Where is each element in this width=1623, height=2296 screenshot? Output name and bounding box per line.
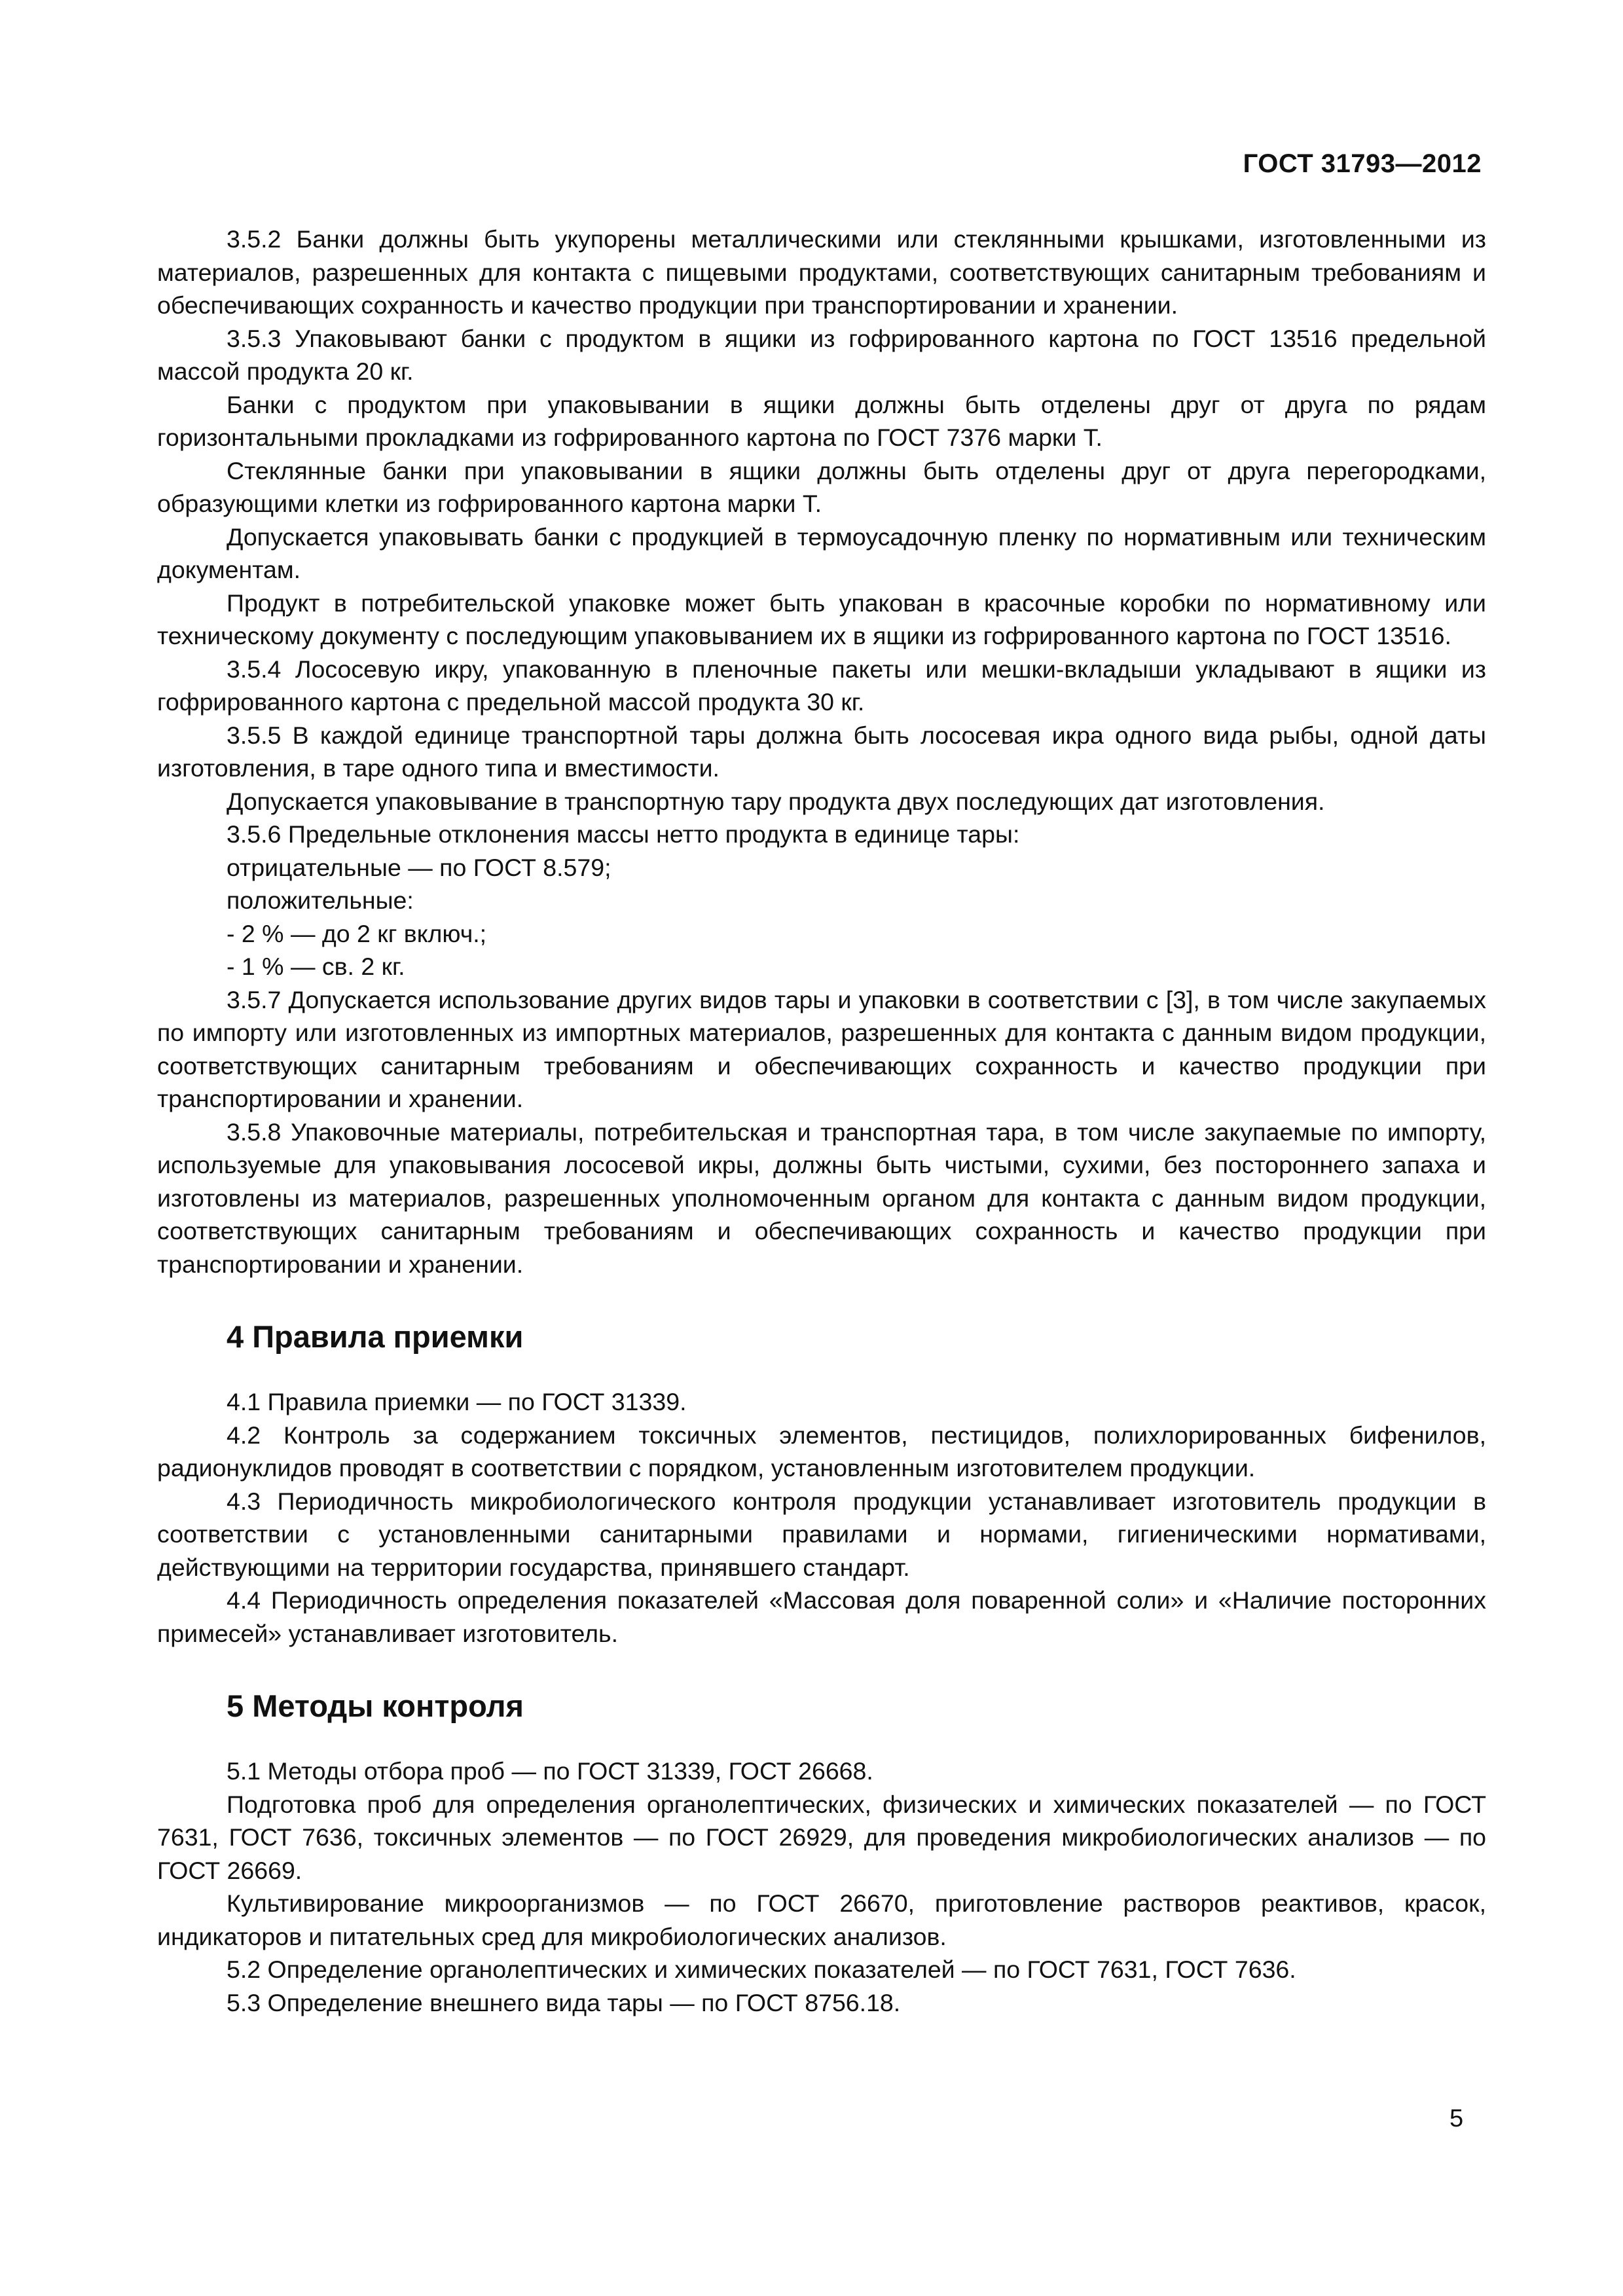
paragraph-5-2: 5.2 Определение органолептических и химических показателей — по ГОСТ 7631, ГОСТ 7636. xyxy=(227,1956,1296,1983)
page-number: 5 xyxy=(1450,2105,1464,2132)
paragraph-4-1: 4.1 Правила приемки — по ГОСТ 31339. xyxy=(227,1388,687,1415)
section-4 xyxy=(157,1319,1486,1650)
list-item-2-percent: - 2 % — до 2 кг включ.; xyxy=(227,919,487,947)
paragraph-3-5-8: 3.5.8 Упаковочные материалы, потребительская и транспортная тара, в том числе закупаемые по импорту, используемые для упаковывания лососевой икры, должны быть чистыми, сухими, без постороннего запаха и изготовлены из материалов, разрешенных уполномоченным органом для контакта с данным видом продукции, соответствующих санитарным требованиям и обеспечивающих сохранность и качество продукции при транспортировании и хранении. xyxy=(157,1118,1486,1278)
paragraph-4-3: 4.3 Периодичность микробиологического контроля продукции устанавливает изготовитель продукции в соответствии с установленными санитарными правилами и нормами, гигиеническими нормативами, действующими на территории государства, принявшего стандарт. xyxy=(157,1487,1486,1581)
section-4-heading: 4 Правила приемки xyxy=(227,1319,524,1354)
list-item-positive: положительные: xyxy=(227,886,414,914)
paragraph-4-2: 4.2 Контроль за содержанием токсичных элементов, пестицидов, полихлорированных бифенилов, радионуклидов проводят в соответствии с порядком, установленным изготовителем продукции. xyxy=(157,1421,1486,1482)
paragraph-3-5-5: 3.5.5 В каждой единице транспортной тары должна быть лососевая икра одного вида рыбы, одной даты изготовления, в таре одного типа и вместимости. xyxy=(157,721,1486,782)
paragraph-4-4: 4.4 Периодичность определения показателей «Массовая доля поваренной соли» и «Наличие посторонних примесей» устанавливает изготовитель. xyxy=(157,1586,1486,1647)
paragraph-3-5-7: 3.5.7 Допускается использование других видов тары и упаковки в соответствии с [3], в том числе закупаемых по импорту или изготовленных из импортных материалов, разрешенных для контакта с данным видом продукции, соответствующих санитарным требованиям и обеспечивающих сохранность и качество продукции при транспортировании и хранении. xyxy=(157,985,1486,1112)
list-item-negative: отрицательные — по ГОСТ 8.579; xyxy=(227,853,611,881)
paragraph-shrink-film: Допускается упаковывать банки с продукцией в термоусадочную пленку по нормативным или техническим документам. xyxy=(157,522,1486,583)
paragraph-separators: Банки с продуктом при упаковывании в ящики должны быть отделены друг от друга по рядам горизонтальными прокладками из гофрированного картона по ГОСТ 7376 марки Т. xyxy=(157,390,1486,451)
list-item-1-percent: - 1 % — св. 2 кг. xyxy=(227,953,405,980)
paragraph-3-5-6: 3.5.6 Предельные отклонения массы нетто продукта в единице тары: xyxy=(227,820,1020,848)
paragraph-consumer-packaging: Продукт в потребительской упаковке может быть упакован в красочные коробки по нормативному или техническому документу с последующим упаковыванием их в ящики из гофрированного картона по ГОСТ 13516. xyxy=(157,589,1486,649)
paragraph-5-1: 5.1 Методы отбора проб — по ГОСТ 31339, ГОСТ 26668. xyxy=(227,1757,873,1785)
paragraph-sample-prep: Подготовка проб для определения органолептических, физических и химических показателей — по ГОСТ 7631, ГОСТ 7636, токсичных элементов — по ГОСТ 26929, для проведения микробиологических анализов — по ГОСТ 26669. xyxy=(157,1790,1486,1884)
paragraph-3-5-3: 3.5.3 Упаковывают банки с продуктом в ящики из гофрированного картона по ГОСТ 13516 предельной массой продукта 20 кг. xyxy=(157,324,1486,385)
paragraph-3-5-2: 3.5.2 Банки должны быть укупорены металлическими или стеклянными крышками, изготовленными из материалов, разрешенных для контакта с пищевыми продуктами, соответствующих санитарным требованиям и обеспечивающих сохранность и качество продукции при транспортировании и хранении. xyxy=(157,225,1486,319)
section-5 xyxy=(157,1688,1486,2019)
document-code-header: ГОСТ 31793—2012 xyxy=(1243,149,1482,178)
section-5-heading: 5 Методы контроля xyxy=(227,1688,524,1723)
paragraph-5-3: 5.3 Определение внешнего вида тары — по ГОСТ 8756.18. xyxy=(227,1988,901,2016)
document-body xyxy=(157,223,1486,2019)
paragraph-two-dates: Допускается упаковывание в транспортную тару продукта двух последующих дат изготовления. xyxy=(227,787,1325,815)
section-3-5-continued xyxy=(157,223,1486,1281)
paragraph-glass-jars: Стеклянные банки при упаковывании в ящики должны быть отделены друг от друга перегородками, образующими клетки из гофрированного картона марки Т. xyxy=(157,456,1486,517)
paragraph-3-5-4: 3.5.4 Лососевую икру, упакованную в пленочные пакеты или мешки-вкладыши укладывают в ящики из гофрированного картона с предельной массой продукта 30 кг. xyxy=(157,655,1486,716)
paragraph-cultivation: Культивирование микроорганизмов — по ГОСТ 26670, приготовление растворов реактивов, красок, индикаторов и питательных сред для микробиологических анализов. xyxy=(157,1889,1486,1950)
